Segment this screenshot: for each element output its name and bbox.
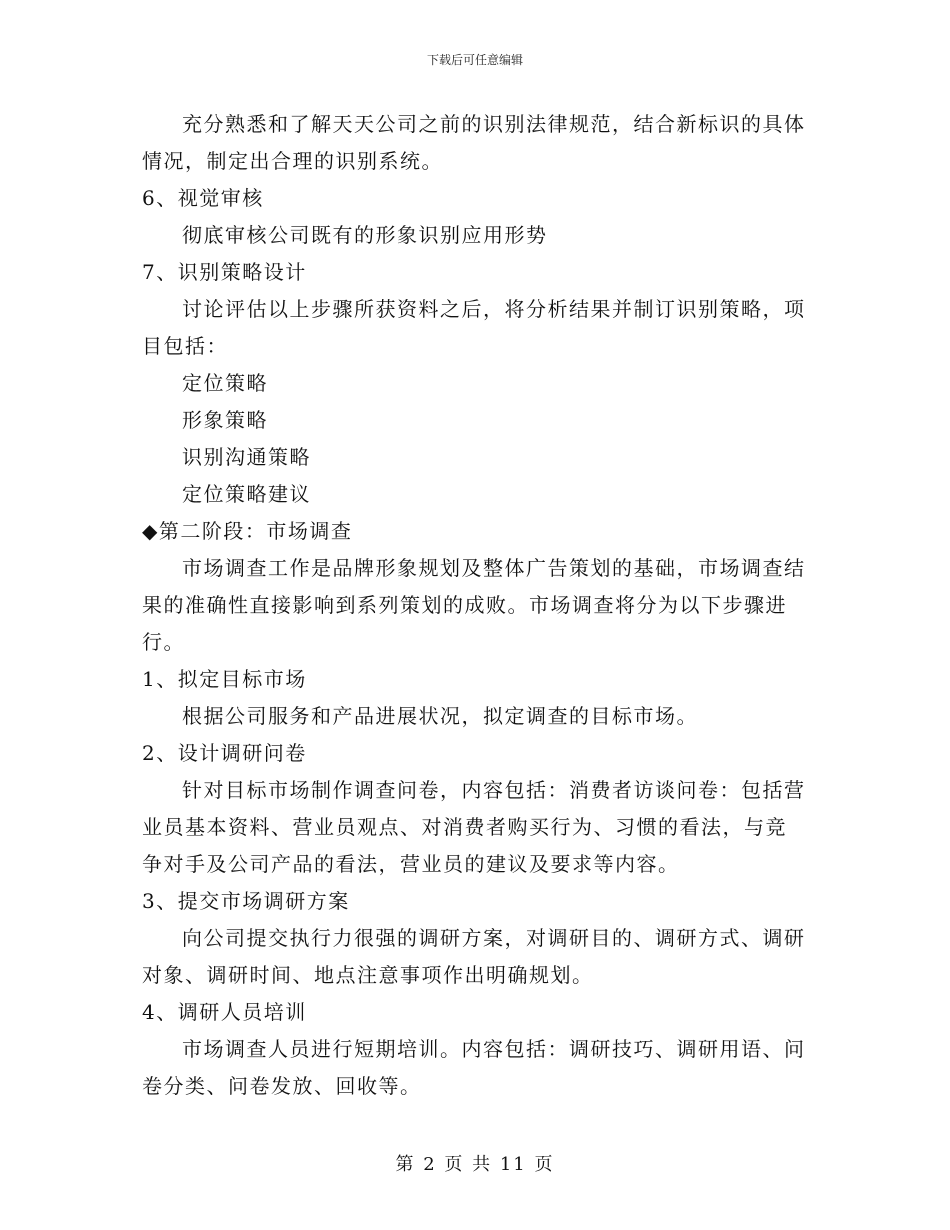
paragraph: 充分熟悉和了解天天公司之前的识别法律规范，结合新标识的具体情况，制定出合理的识别系统。: [142, 112, 806, 173]
paragraph: 市场调查工作是品牌形象规划及整体广告策划的基础，市场调查结果的准确性直接影响到系列策划的成败。市场调查将分为以下步骤进行。: [142, 556, 806, 654]
list-item: 识别沟通策略: [182, 445, 311, 469]
stage-heading: ◆第二阶段：市场调查: [142, 519, 353, 543]
paragraph: 向公司提交执行力很强的调研方案，对调研目的、调研方式、调研对象、调研时间、地点注意事项作出明确规划。: [142, 926, 806, 987]
section-heading: 1、拟定目标市场: [142, 667, 307, 691]
list-item: 形象策略: [182, 408, 268, 432]
section-heading: 2、设计调研问卷: [142, 741, 307, 765]
paragraph: 彻底审核公司既有的形象识别应用形势: [182, 223, 548, 247]
paragraph: 市场调查人员进行短期培训。内容包括：调研技巧、调研用语、问卷分类、问卷发放、回收等。: [142, 1037, 806, 1098]
page-number-footer: 第 2 页 共 11 页: [395, 1154, 555, 1175]
paragraph: 针对目标市场制作调查问卷，内容包括：消费者访谈问卷：包括营业员基本资料、营业员观点、对消费者购买行为、习惯的看法，与竞争对手及公司产品的看法，营业员的建议及要求等内容。: [142, 778, 806, 876]
paragraph: 讨论评估以上步骤所获资料之后，将分析结果并制订识别策略，项目包括：: [142, 297, 806, 358]
page-header-note: 下载后可任意编辑: [426, 53, 523, 67]
section-heading: 7、识别策略设计: [142, 260, 307, 284]
section-heading: 6、视觉审核: [142, 186, 264, 210]
section-heading: 3、提交市场调研方案: [142, 889, 350, 913]
document-body: [142, 106, 808, 1105]
list-item: 定位策略建议: [182, 482, 311, 506]
paragraph: 根据公司服务和产品进展状况，拟定调查的目标市场。: [182, 704, 698, 728]
section-heading: 4、调研人员培训: [142, 1000, 307, 1024]
list-item: 定位策略: [182, 371, 268, 395]
